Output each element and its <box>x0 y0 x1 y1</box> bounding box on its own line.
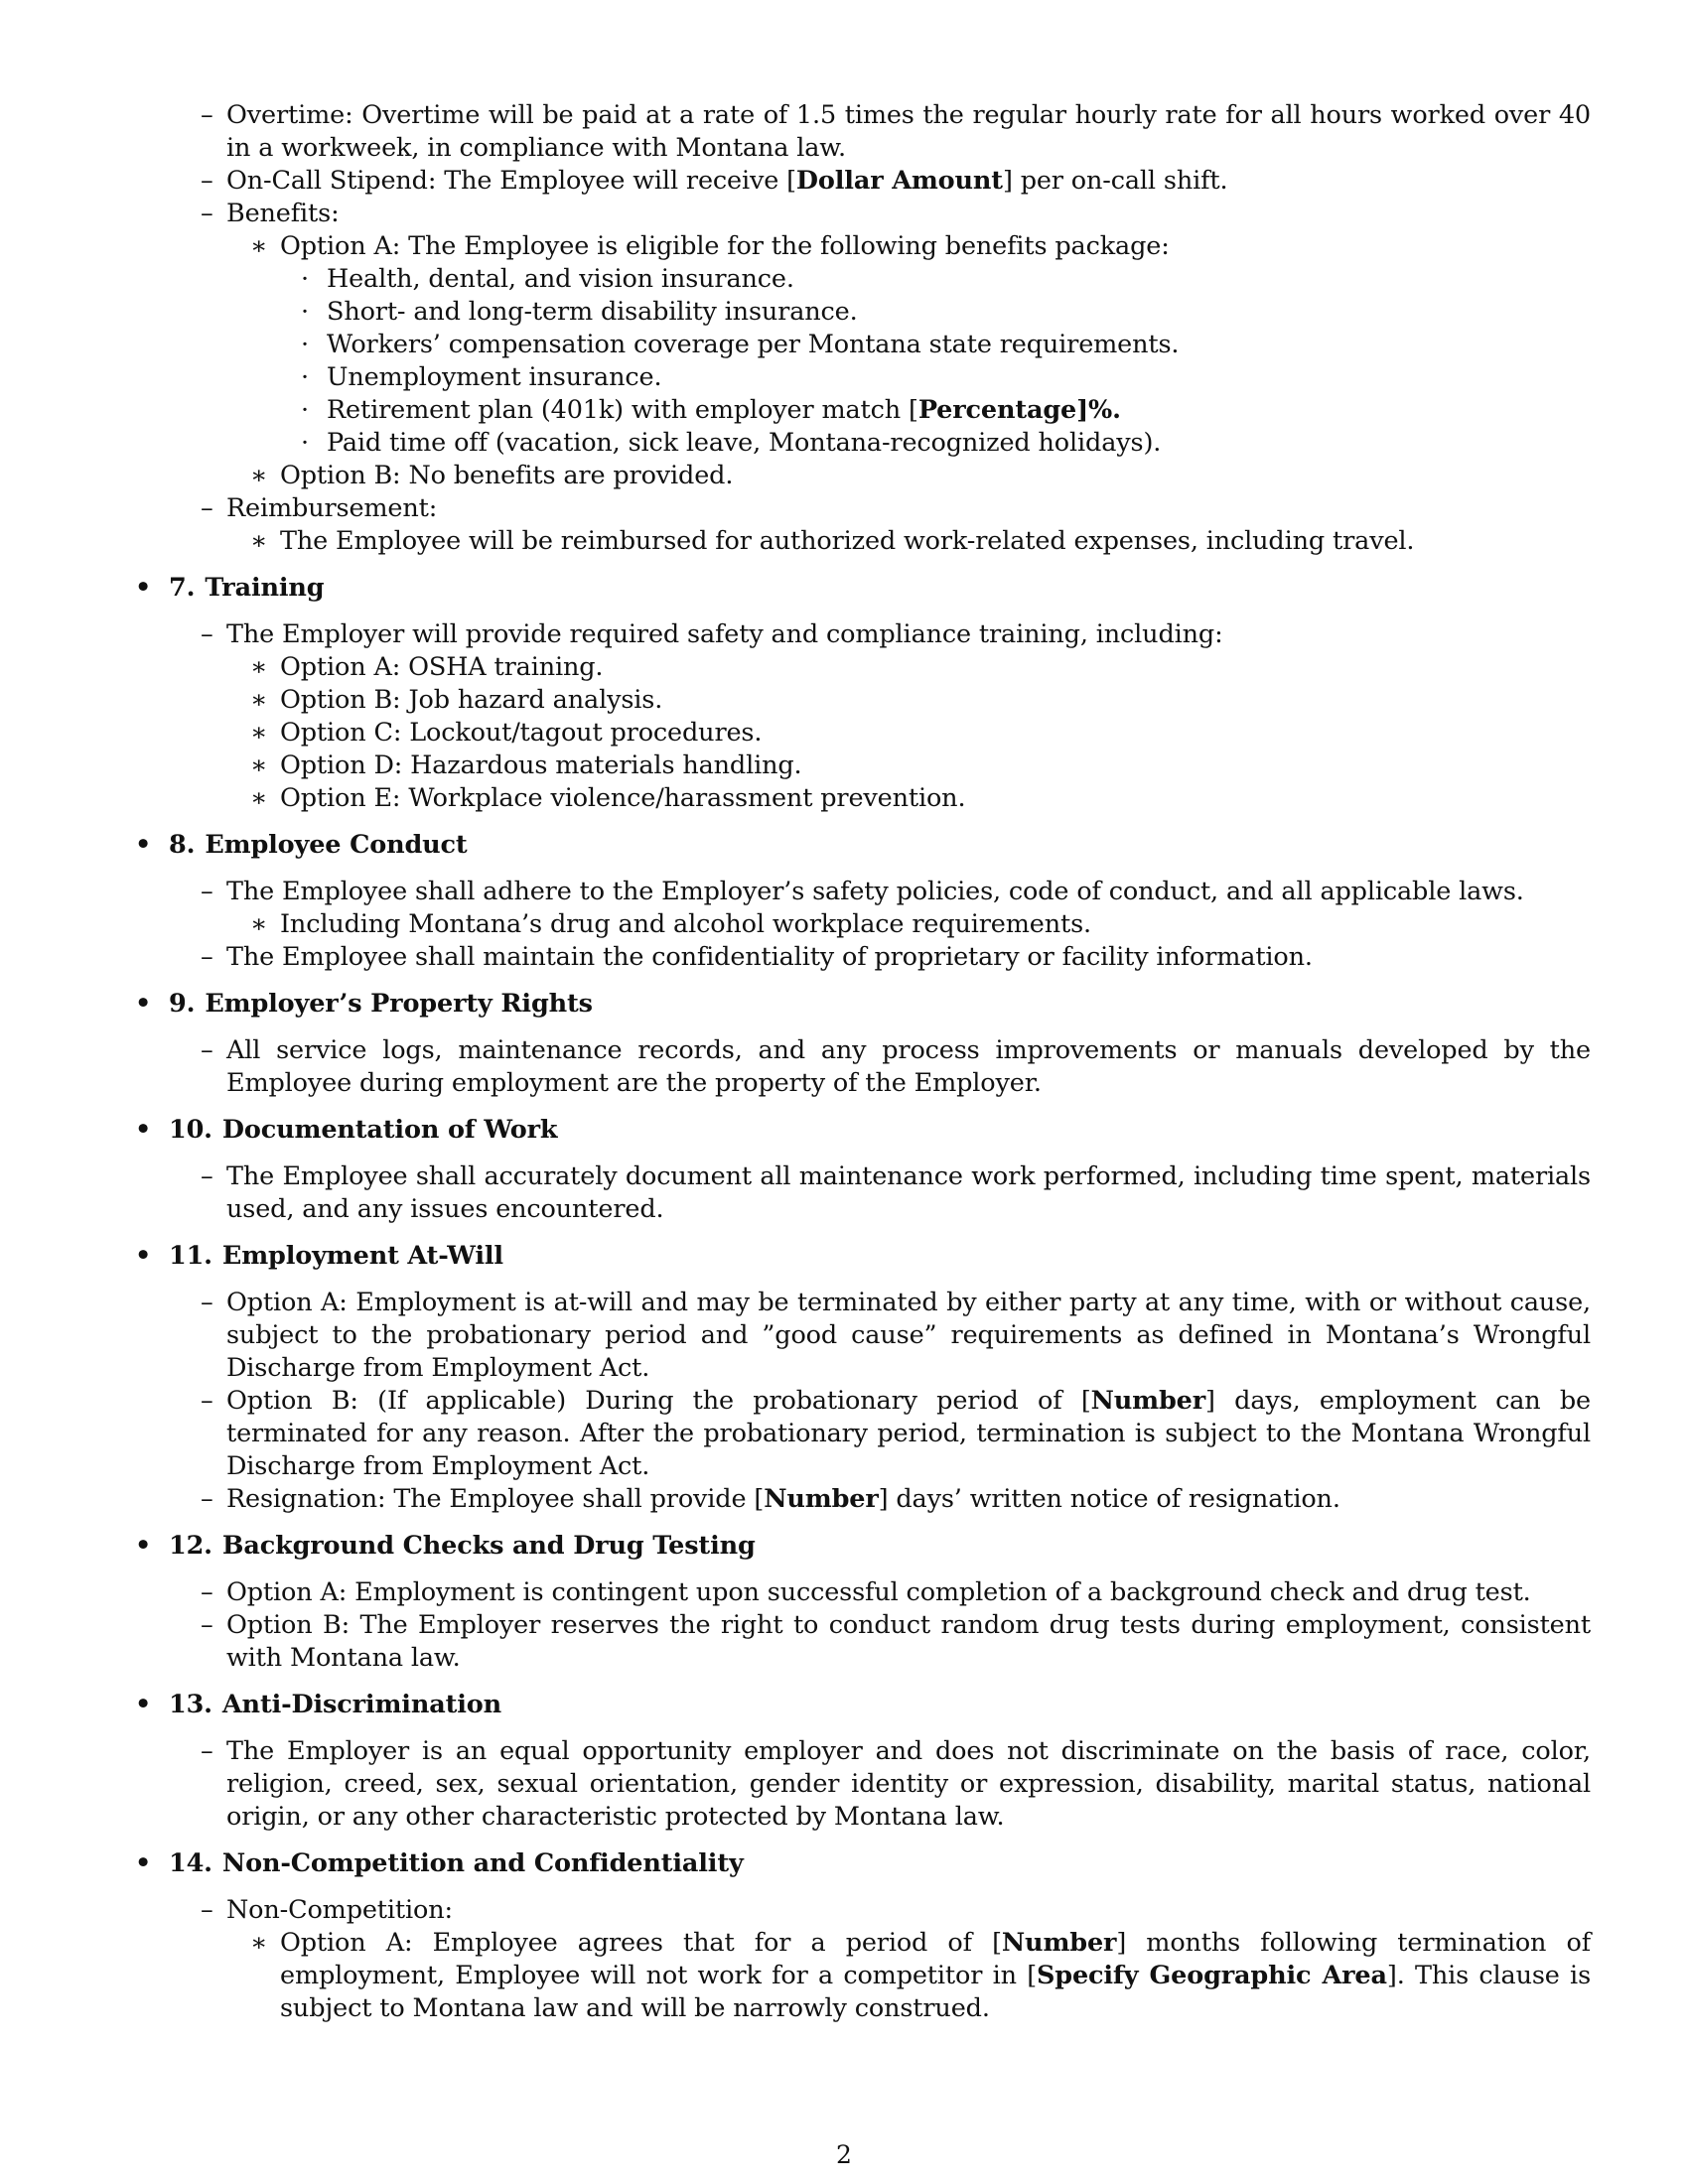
list-item-benefits <box>131 198 1591 230</box>
training-option-text: Option C: Lockout/tagout procedures. <box>280 718 763 748</box>
list-item <box>131 1735 1591 1834</box>
benefit-item <box>131 329 1591 361</box>
noncompete-text-mid: ] months following termination of employment, Employee will not work for a competitor in [ <box>280 1928 1591 1990</box>
overtime-text: Overtime: Overtime will be paid at a rate of 1.5 times the regular hourly rate for all hours worked over 40 in a workweek, in compliance with Montana law. <box>226 100 1591 163</box>
dash-marker: – <box>201 877 213 906</box>
benefit-item-text: Health, dental, and vision insurance. <box>327 264 794 294</box>
reimbursement-label: Reimbursement: <box>226 493 438 523</box>
resignation-post: ] days’ written notice of resignation. <box>878 1484 1340 1514</box>
at-will-option-a-text: Option A: Employment is at-will and may be terminated by either party at any time, with or without cause, subject to the probationary period and ”good cause” requirements as defined in Montana’s Wrongful Discharge from Employment Act. <box>226 1288 1591 1383</box>
list-item-benefits-option-a <box>131 230 1591 263</box>
training-option-text: Option D: Hazardous materials handling. <box>280 751 802 780</box>
dash-marker: – <box>201 619 213 649</box>
training-option <box>131 684 1591 717</box>
section-heading <box>131 1240 1591 1273</box>
star-marker: ∗ <box>250 231 268 261</box>
list-item <box>131 1034 1591 1100</box>
page-number: 2 <box>836 2140 852 2169</box>
compensation-continued <box>171 99 1591 558</box>
star-marker: ∗ <box>250 685 268 715</box>
probation-days-placeholder: Number <box>1090 1386 1206 1416</box>
oncall-placeholder: Dollar Amount <box>795 166 1003 196</box>
months-placeholder: Number <box>1001 1928 1117 1958</box>
section-anti-discrimination <box>131 1689 1591 1834</box>
star-marker: ∗ <box>250 783 268 813</box>
list-item-reimbursement-detail <box>131 525 1591 558</box>
section-background-checks <box>131 1530 1591 1675</box>
list-item <box>131 618 1591 651</box>
bullet-marker: • <box>135 1531 152 1561</box>
list-item <box>131 1385 1591 1483</box>
star-marker: ∗ <box>250 652 268 682</box>
list-subitem <box>131 1927 1591 2025</box>
section-at-will <box>131 1240 1591 1516</box>
section-title: Employer’s Property Rights <box>205 989 593 1019</box>
page-content <box>131 99 1591 2025</box>
section-title: Employment At-Will <box>221 1241 503 1271</box>
dash-marker: – <box>201 1386 213 1416</box>
list-item-benefits-option-b <box>131 460 1591 492</box>
section-number: 13. <box>169 1690 212 1719</box>
dash-marker: – <box>201 1610 213 1640</box>
bullet-marker: • <box>135 1848 152 1878</box>
at-will-option-b-post: ] days, employment can be terminated for any reason. After the probationary period, termination is subject to the Montana Wrongful Discharge from Employment Act. <box>226 1386 1591 1481</box>
dash-marker: – <box>201 1035 213 1065</box>
section-heading <box>131 1114 1591 1147</box>
retirement-placeholder: Percentage <box>917 395 1077 425</box>
bullet-marker: • <box>135 1690 152 1719</box>
bullet-marker: • <box>135 830 152 860</box>
benefit-item-text: Short- and long-term disability insurance. <box>327 297 858 327</box>
section-property-rights <box>131 988 1591 1100</box>
section-title: Anti-Discrimination <box>221 1690 501 1719</box>
section-heading <box>131 1689 1591 1721</box>
dot-marker: · <box>301 330 309 359</box>
section-title: Background Checks and Drug Testing <box>221 1531 756 1561</box>
section-heading <box>131 829 1591 862</box>
list-item <box>131 1160 1591 1226</box>
section-heading <box>131 1530 1591 1563</box>
dot-marker: · <box>301 264 309 294</box>
benefit-item-text: Workers’ compensation coverage per Montana state requirements. <box>327 330 1180 359</box>
dot-marker: · <box>301 395 309 425</box>
benefits-option-a-text: Option A: The Employee is eligible for the following benefits package: <box>280 231 1170 261</box>
section-heading <box>131 988 1591 1021</box>
star-marker: ∗ <box>250 1928 268 1958</box>
section-number: 9. <box>169 989 196 1019</box>
noncompete-text-pre: Option A: Employee agrees that for a period of [ <box>280 1928 1002 1958</box>
list-item <box>131 1483 1591 1516</box>
star-marker: ∗ <box>250 526 268 556</box>
list-item <box>131 876 1591 908</box>
documentation-text: The Employee shall accurately document all maintenance work performed, including time spent, materials used, and any issues encountered. <box>226 1161 1591 1224</box>
dot-marker: · <box>301 428 309 458</box>
at-will-option-b-pre: Option B: (If applicable) During the probationary period of [ <box>226 1386 1091 1416</box>
section-title: Documentation of Work <box>221 1115 558 1145</box>
dash-marker: – <box>201 1895 213 1925</box>
benefits-label: Benefits: <box>226 199 340 228</box>
training-option <box>131 651 1591 684</box>
confidentiality-text: The Employee shall maintain the confidentiality of proprietary or facility information. <box>226 942 1313 972</box>
training-option <box>131 782 1591 815</box>
dash-marker: – <box>201 1288 213 1317</box>
dash-marker: – <box>201 199 213 228</box>
bullet-marker: • <box>135 989 152 1019</box>
list-item <box>131 1609 1591 1675</box>
section-title: Employee Conduct <box>205 830 468 860</box>
benefit-item <box>131 263 1591 296</box>
section-non-competition <box>131 1847 1591 2025</box>
background-option-a-text: Option A: Employment is contingent upon successful completion of a background check and drug test. <box>226 1577 1531 1607</box>
list-item <box>131 1576 1591 1609</box>
benefit-item-retirement <box>131 394 1591 427</box>
section-heading <box>131 1847 1591 1880</box>
section-employee-conduct <box>131 829 1591 974</box>
dash-marker: – <box>201 100 213 130</box>
section-number: 8. <box>169 830 196 860</box>
dot-marker: · <box>301 297 309 327</box>
benefit-item <box>131 361 1591 394</box>
benefit-item-text: Unemployment insurance. <box>327 362 662 392</box>
bullet-marker: • <box>135 1241 152 1271</box>
star-marker: ∗ <box>250 751 268 780</box>
oncall-text-post: ] per on-call shift. <box>1002 166 1228 196</box>
bullet-marker: • <box>135 1115 152 1145</box>
benefits-option-b-text: Option B: No benefits are provided. <box>280 461 734 490</box>
list-subitem <box>131 908 1591 941</box>
list-item <box>131 941 1591 974</box>
section-heading <box>131 572 1591 605</box>
list-item-oncall <box>131 165 1591 198</box>
retirement-text-pre: Retirement plan (401k) with employer match [ <box>327 395 918 425</box>
star-marker: ∗ <box>250 909 268 939</box>
star-marker: ∗ <box>250 461 268 490</box>
section-training <box>131 572 1591 815</box>
conduct-text: The Employee shall adhere to the Employer’s safety policies, code of conduct, and all applicable laws. <box>226 877 1524 906</box>
training-option-text: Option B: Job hazard analysis. <box>280 685 663 715</box>
dash-marker: – <box>201 1484 213 1514</box>
pto-text: Paid time off (vacation, sick leave, Montana-recognized holidays). <box>327 428 1162 458</box>
anti-discrimination-text: The Employer is an equal opportunity employer and does not discriminate on the basis of race, color, religion, creed, sex, sexual orientation, gender identity or expression, disability, marital status, national origin, or any other characteristic protected by Montana law. <box>226 1736 1591 1832</box>
conduct-subtext: Including Montana’s drug and alcohol workplace requirements. <box>280 909 1091 939</box>
list-item <box>131 1894 1591 1927</box>
background-option-b-text: Option B: The Employer reserves the right to conduct random drug tests during employment, consistent with Montana law. <box>226 1610 1591 1673</box>
property-text: All service logs, maintenance records, and any process improvements or manuals developed by the Employee during employment are the property of the Employer. <box>226 1035 1591 1098</box>
dash-marker: – <box>201 942 213 972</box>
retirement-text-post: ]%. <box>1076 395 1121 425</box>
list-item <box>131 1287 1591 1385</box>
section-documentation <box>131 1114 1591 1226</box>
section-number: 12. <box>169 1531 212 1561</box>
notice-days-placeholder: Number <box>764 1484 879 1514</box>
geographic-area-placeholder: Specify Geographic Area <box>1037 1961 1387 1990</box>
section-title: Non-Competition and Confidentiality <box>221 1848 744 1878</box>
training-intro-text: The Employer will provide required safety and compliance training, including: <box>226 619 1223 649</box>
noncompete-text-post: ]. This clause is subject to Montana law and will be narrowly construed. <box>280 1961 1592 2023</box>
dash-marker: – <box>201 1161 213 1191</box>
section-number: 7. <box>169 573 196 603</box>
benefit-item-pto <box>131 427 1591 460</box>
star-marker: ∗ <box>250 718 268 748</box>
training-option-text: Option A: OSHA training. <box>280 652 604 682</box>
dash-marker: – <box>201 166 213 196</box>
training-option <box>131 750 1591 782</box>
list-item-overtime <box>131 99 1591 165</box>
benefit-item <box>131 296 1591 329</box>
noncompetition-label: Non-Competition: <box>226 1895 453 1925</box>
oncall-text-pre: On-Call Stipend: The Employee will receive [ <box>226 166 796 196</box>
dash-marker: – <box>201 1736 213 1766</box>
bullet-marker: • <box>135 573 152 603</box>
training-option-text: Option E: Workplace violence/harassment prevention. <box>280 783 966 813</box>
section-number: 10. <box>169 1115 212 1145</box>
section-number: 11. <box>169 1241 212 1271</box>
list-item-reimbursement <box>131 492 1591 525</box>
dash-marker: – <box>201 1577 213 1607</box>
resignation-pre: Resignation: The Employee shall provide [ <box>226 1484 765 1514</box>
section-number: 14. <box>169 1848 212 1878</box>
dash-marker: – <box>201 493 213 523</box>
reimbursement-detail-text: The Employee will be reimbursed for authorized work-related expenses, including travel. <box>280 526 1415 556</box>
dot-marker: · <box>301 362 309 392</box>
section-title: Training <box>205 573 325 603</box>
training-option <box>131 717 1591 750</box>
